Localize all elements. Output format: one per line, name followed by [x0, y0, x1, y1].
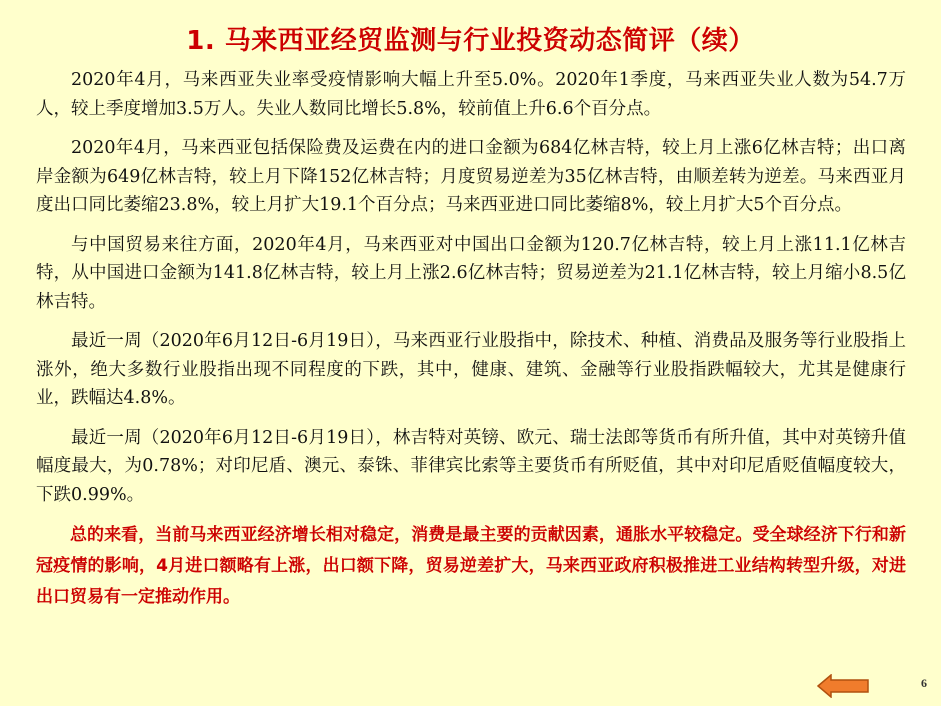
paragraph-china-trade: 与中国贸易来往方面，2020年4月，马来西亚对中国出口金额为120.7亿林吉特，较上月上涨11.1亿林吉特，从中国进口金额为141.8亿林吉特，较上月上涨2.6亿林吉特；贸易逆差为21.1亿林吉特，较上月缩小8.5亿林吉特。	[36, 234, 906, 312]
paragraph-currency: 最近一周（2020年6月12日-6月19日），林吉特对英镑、欧元、瑞士法郎等货币有所升值，其中对英镑升值幅度最大，为0.78%；对印尼盾、澳元、泰铢、菲律宾比索等主要货币有所贬值，其中对印尼盾贬值幅度较大，下跌0.99%。	[36, 427, 906, 505]
page-number: 6	[921, 676, 927, 690]
left-arrow-icon	[817, 674, 869, 698]
paragraph-unemployment: 2020年4月，马来西亚失业率受疫情影响大幅上升至5.0%。2020年1季度，马来西亚失业人数为54.7万人，较上季度增加3.5万人。失业人数同比增长5.8%，较前值上升6.6个百分点。	[36, 70, 906, 119]
slide-body	[36, 66, 906, 624]
paragraph-trade: 2020年4月，马来西亚包括保险费及运费在内的进口金额为684亿林吉特，较上月上涨6亿林吉特；出口离岸金额为649亿林吉特，较上月下降152亿林吉特；月度贸易逆差为35亿林吉特，由顺差转为逆差。马来西亚月度出口同比萎缩23.8%，较上月扩大19.1个百分点；马来西亚进口同比萎缩8%，较上月扩大5个百分点。	[36, 138, 907, 215]
summary-paragraph: 总的来看，当前马来西亚经济增长相对稳定，消费是最主要的贡献因素，通胀水平较稳定。受全球经济下行和新冠疫情的影响，4月进口额略有上涨，出口额下降，贸易逆差扩大，马来西亚政府积极推进工业结构转型升级，对进出口贸易有一定推动作用。	[36, 525, 906, 607]
back-button[interactable]	[817, 674, 869, 698]
slide-title: 1. 马来西亚经贸监测与行业投资动态简评（续）	[186, 26, 755, 56]
paragraph-stock-index: 最近一周（2020年6月12日-6月19日），马来西亚行业股指中，除技术、种植、消费品及服务等行业股指上涨外，绝大多数行业股指出现不同程度的下跌，其中，健康、建筑、金融等行业股指跌幅较大，尤其是健康行业，跌幅达4.8%。	[36, 331, 906, 408]
